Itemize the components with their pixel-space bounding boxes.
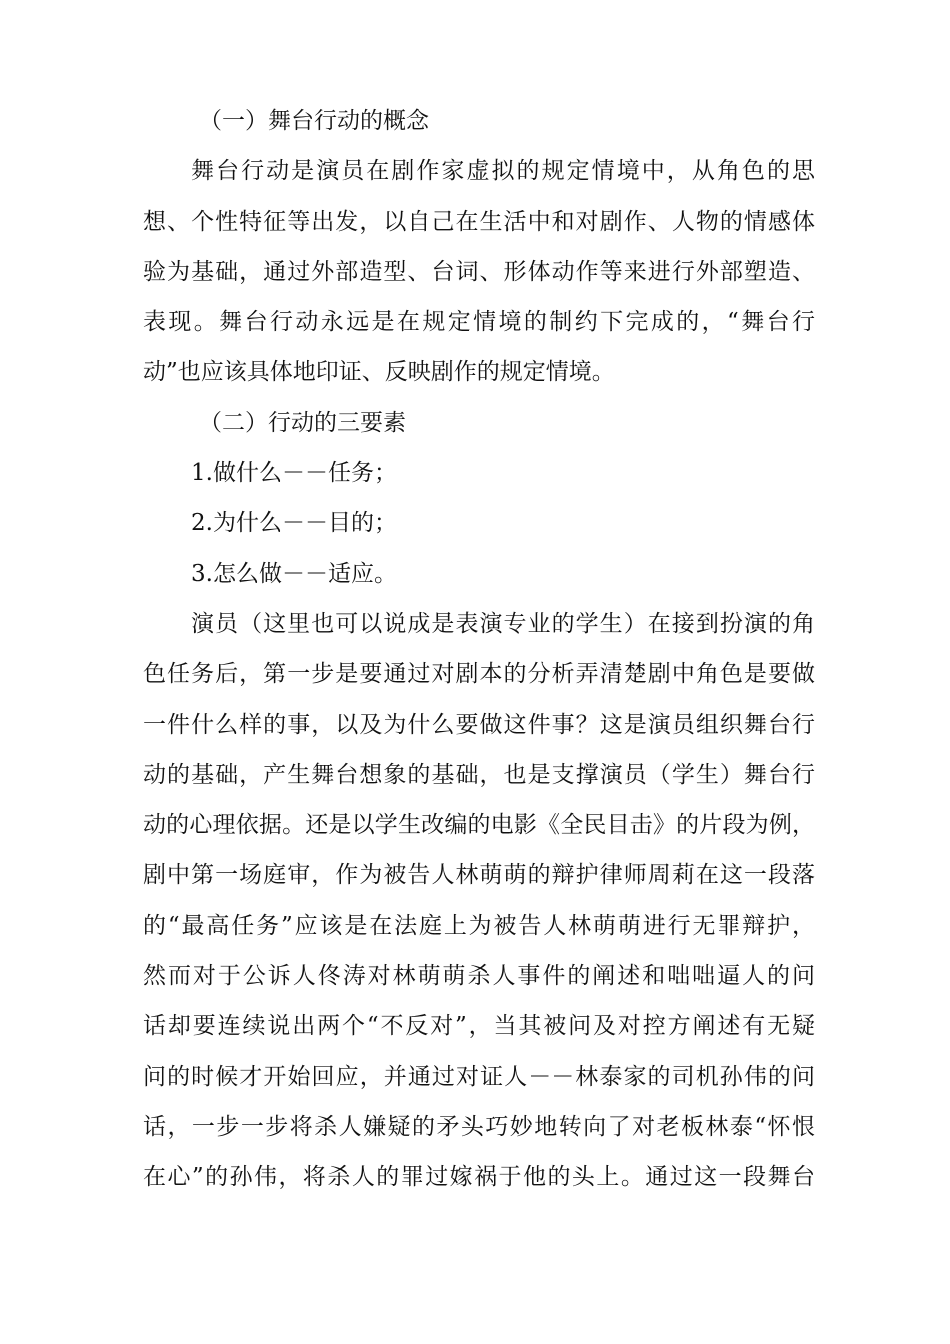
paragraph-line: 剧中第一场庭审，作为被告人林萌萌的辩护律师周莉在这一段落 <box>143 862 815 889</box>
paragraph-line: 动的心理依据。还是以学生改编的电影《全民目击》的片段为例， <box>143 812 815 839</box>
paragraph-line: 验为基础，通过外部造型、台词、形体动作等来进行外部塑造、 <box>143 258 815 285</box>
paragraph-line: 动的基础，产生舞台想象的基础，也是支撑演员（学生）舞台行 <box>143 761 815 788</box>
section-heading-three-elements: （二）行动的三要素 <box>199 409 406 436</box>
paragraph-line: 舞台行动是演员在剧作家虚拟的规定情境中，从角色的思 <box>191 158 815 185</box>
paragraph-line: 演员（这里也可以说成是表演专业的学生）在接到扮演的角 <box>191 610 815 637</box>
list-item: 2.为什么－－目的； <box>191 510 397 537</box>
paragraph-line: 动”也应该具体地印证、反映剧作的规定情境。 <box>143 359 615 386</box>
section-heading-concept: （一）舞台行动的概念 <box>199 108 429 134</box>
paragraph-line: 一件什么样的事，以及为什么要做这件事？这是演员组织舞台行 <box>143 711 815 738</box>
list-item: 1.做什么－－任务； <box>191 460 397 487</box>
paragraph-line: 然而对于公诉人佟涛对林萌萌杀人事件的阐述和咄咄逼人的问 <box>143 963 815 990</box>
paragraph-line: 问的时候才开始回应，并通过对证人－－林泰家的司机孙伟的问 <box>143 1063 815 1090</box>
paragraph-line: 想、个性特征等出发，以自己在生活中和对剧作、人物的情感体 <box>143 208 815 235</box>
document-body <box>143 96 815 1203</box>
paragraph-line: 在心”的孙伟，将杀人的罪过嫁祸于他的头上。通过这一段舞台 <box>143 1164 815 1191</box>
list-item: 3.怎么做－－适应。 <box>191 560 397 587</box>
paragraph-line: 话却要连续说出两个“不反对”，当其被问及对控方阐述有无疑 <box>143 1013 815 1040</box>
paragraph-line: 话，一步一步将杀人嫌疑的矛头巧妙地转向了对老板林泰“怀恨 <box>143 1113 815 1140</box>
paragraph-line: 的“最高任务”应该是在法庭上为被告人林萌萌进行无罪辩护， <box>143 912 815 939</box>
paragraph-line: 色任务后，第一步是要通过对剧本的分析弄清楚剧中角色是要做 <box>143 661 815 688</box>
paragraph-line: 表现。舞台行动永远是在规定情境的制约下完成的，“舞台行 <box>143 309 815 336</box>
